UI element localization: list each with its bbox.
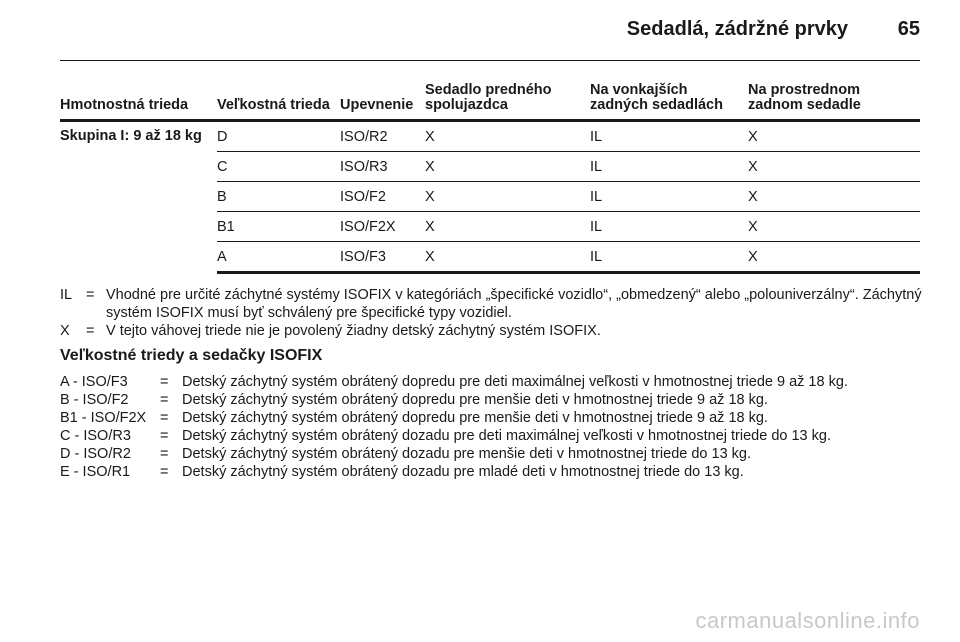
size-class-description: Detský záchytný systém obrátený dozadu pre deti maximálnej veľkosti v hmotnostnej triede do 13 kg. [182, 428, 831, 444]
table-cell: IL [590, 242, 748, 273]
table-cell: X [425, 121, 590, 152]
table-row [60, 121, 920, 152]
list-item [60, 463, 922, 481]
legend-item [60, 286, 922, 322]
section-heading: Veľkostné triedy a sedačky ISOFIX [60, 347, 323, 364]
col-header-outer-rear: Na vonkajších zadných sedadlách [590, 80, 748, 121]
table-cell: X [748, 212, 920, 242]
table-cell: IL [590, 212, 748, 242]
table-cell: X [425, 212, 590, 242]
table-cell: ISO/R3 [340, 152, 425, 182]
size-class-key: A - ISO/F3 [60, 374, 128, 390]
table-cell: X [748, 182, 920, 212]
size-class-key: D - ISO/R2 [60, 446, 131, 462]
isofix-table [60, 80, 920, 274]
list-item [60, 445, 922, 463]
table-cell: X [748, 242, 920, 273]
list-item [60, 373, 922, 391]
table-cell: X [425, 182, 590, 212]
weight-group-cell: Skupina I: 9 až 18 kg [60, 128, 202, 144]
table-cell: X [425, 242, 590, 273]
col-header-fixture: Upevnenie [340, 80, 425, 121]
size-class-description: Detský záchytný systém obrátený dopredu pre menšie deti v hmotnostnej triede 9 až 18 kg. [182, 392, 768, 408]
table-cell: ISO/F3 [340, 242, 425, 273]
list-item [60, 427, 922, 445]
size-class-description: Detský záchytný systém obrátený dozadu pre menšie deti v hmotnostnej triede do 13 kg. [182, 446, 752, 462]
size-class-key: E - ISO/R1 [60, 464, 131, 480]
size-class-key: C - ISO/R3 [60, 428, 131, 444]
list-item [60, 409, 922, 427]
table-cell: X [748, 152, 920, 182]
col-header-weight-class: Hmotnostná trieda [60, 80, 217, 121]
size-class-description: Detský záchytný systém obrátený dopredu pre deti maximálnej veľkosti v hmotnostnej triede 9 až 18 kg. [182, 374, 848, 390]
table-legend [60, 286, 922, 340]
page-header [60, 14, 920, 61]
page-title: Sedadlá, zádržné prvky [626, 18, 848, 40]
legend-key: X [60, 323, 70, 339]
size-class-equals: = [160, 446, 169, 462]
page-number: 65 [897, 18, 920, 40]
size-class-equals: = [160, 392, 169, 408]
size-class-equals: = [160, 464, 169, 480]
table-cell: ISO/R2 [340, 121, 425, 152]
table-cell: B1 [217, 212, 340, 242]
size-class-key: B - ISO/F2 [60, 392, 129, 408]
col-header-front-passenger: Sedadlo predného spolujazdca [425, 80, 590, 121]
table-cell: ISO/F2X [340, 212, 425, 242]
size-class-description: Detský záchytný systém obrátený dopredu pre menšie deti v hmotnostnej triede 9 až 18 kg. [182, 410, 768, 426]
table-cell: D [217, 121, 340, 152]
legend-text: V tejto váhovej triede nie je povolený žiadny detský záchytný systém ISOFIX. [106, 323, 601, 339]
size-class-equals: = [160, 410, 169, 426]
legend-key: IL [60, 287, 73, 303]
size-class-equals: = [160, 428, 169, 444]
col-header-size-class: Veľkostná trieda [217, 80, 340, 121]
table-cell: X [425, 152, 590, 182]
table-cell: C [217, 152, 340, 182]
table-cell: ISO/F2 [340, 182, 425, 212]
size-class-list [60, 373, 922, 481]
watermark: carmanualsonline.info [695, 608, 920, 633]
col-header-center-rear: Na prostrednom zadnom sedadle [748, 80, 920, 121]
size-class-key: B1 - ISO/F2X [60, 410, 147, 426]
table-header-row [60, 80, 920, 121]
table-cell: A [217, 242, 340, 273]
legend-equals: = [86, 287, 95, 303]
table-cell: IL [590, 152, 748, 182]
size-class-equals: = [160, 374, 169, 390]
legend-text: Vhodné pre určité záchytné systémy ISOFIX v kategóriách „špecifické vozidlo“, „obmedzený“ alebo „polouniverzálny“. Záchytný systém ISOFIX musí byť schválený pre špecifické typy vozidiel. [106, 287, 922, 321]
legend-item [60, 322, 922, 340]
table-cell: X [748, 121, 920, 152]
table-cell: IL [590, 121, 748, 152]
size-class-description: Detský záchytný systém obrátený dozadu pre mladé deti v hmotnostnej triede do 13 kg. [182, 464, 744, 480]
table-cell: IL [590, 182, 748, 212]
legend-equals: = [86, 323, 95, 339]
table-cell: B [217, 182, 340, 212]
list-item [60, 391, 922, 409]
